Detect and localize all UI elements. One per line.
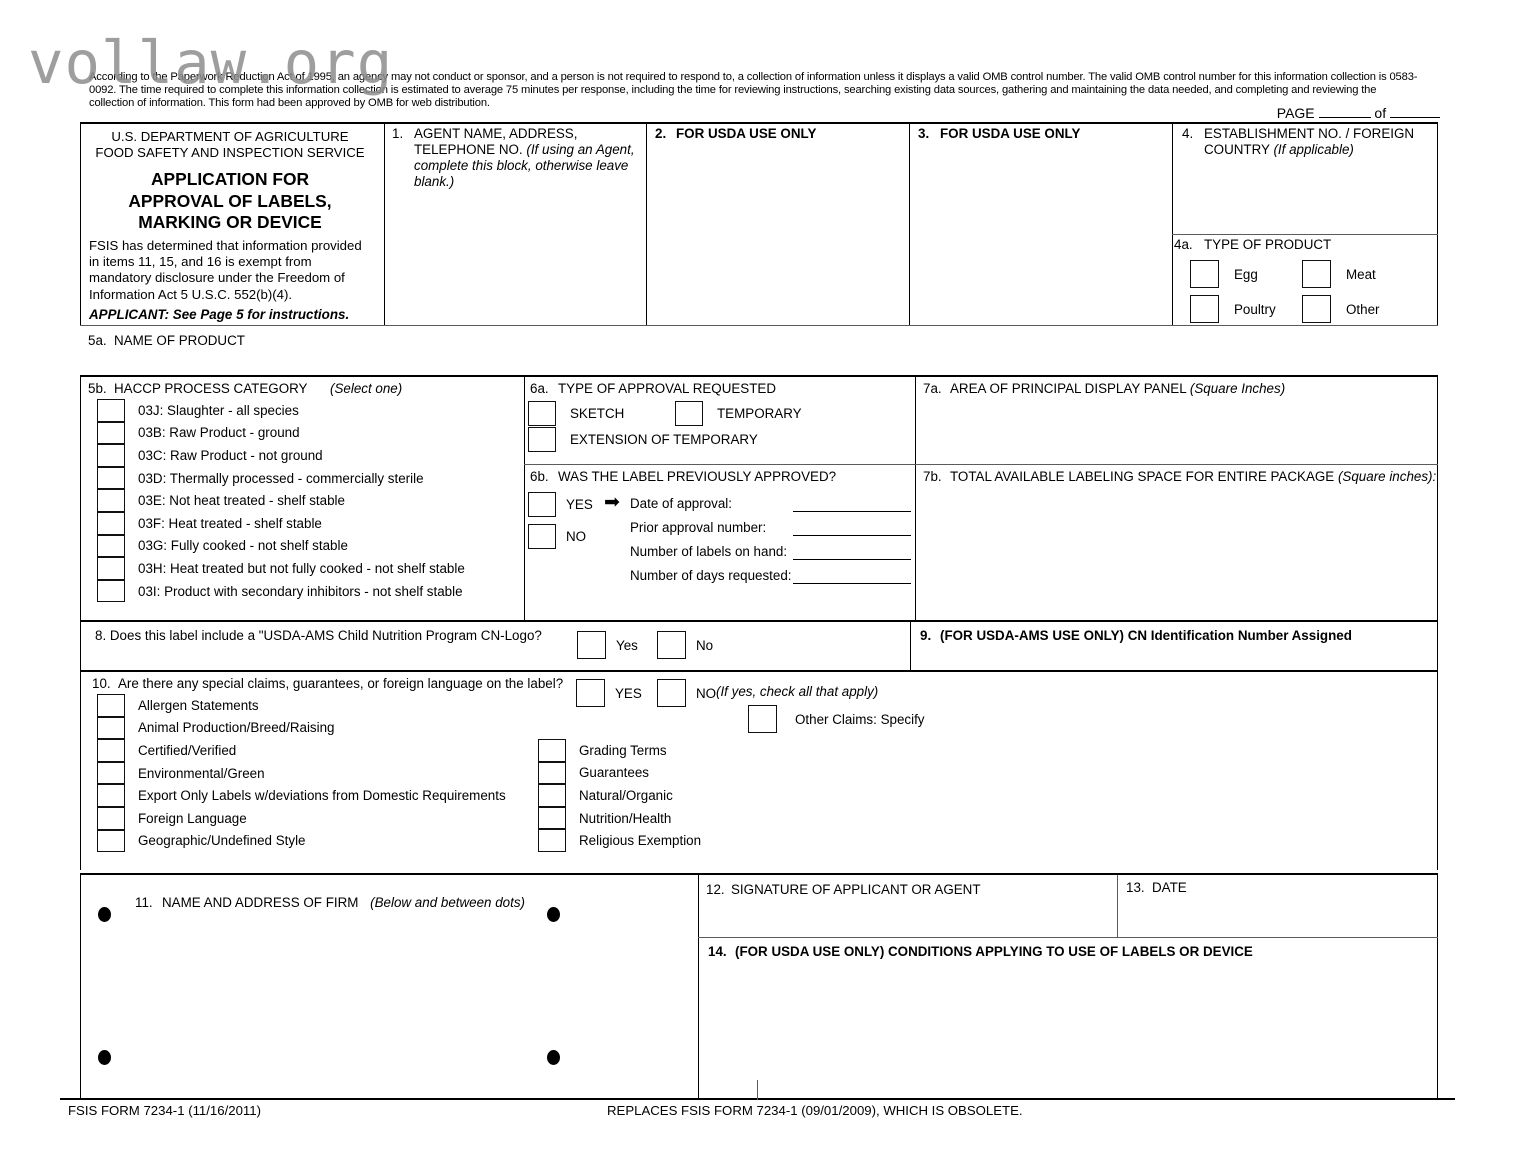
item-6b-title: WAS THE LABEL PREVIOUSLY APPROVED? <box>558 469 837 484</box>
item-8-option-yes[interactable] <box>577 631 638 659</box>
watermark-vollaw: vollaw.org <box>28 28 394 97</box>
divider-top-band <box>80 325 1438 326</box>
item-7b-hint: (Square inches): <box>1337 469 1437 484</box>
divider-header-item1 <box>384 124 385 325</box>
egg-label: Egg <box>1234 266 1258 282</box>
other-product-label: Other <box>1346 301 1380 317</box>
other-product-checkbox[interactable] <box>1302 295 1331 323</box>
item-4-input[interactable] <box>1180 170 1430 230</box>
geographic-undefined-style-checkbox[interactable] <box>97 830 125 853</box>
previously-approved-no-checkbox[interactable] <box>528 524 556 549</box>
cn-logo-no-label: No <box>696 637 714 653</box>
item-10-other-claims[interactable] <box>748 705 924 733</box>
item-4a-option-egg[interactable] <box>1190 260 1258 288</box>
special-claims-right-list <box>538 739 701 852</box>
item-13-input[interactable] <box>1126 902 1426 937</box>
item-10-option-no[interactable] <box>657 679 716 707</box>
claim-option-geographic[interactable] <box>97 830 506 853</box>
haccp-03D-text: Thermally processed - commercially sterile <box>169 470 424 486</box>
item-13-number: 13. <box>1126 880 1145 895</box>
item-6b-option-no[interactable] <box>528 524 586 549</box>
haccp-03B-checkbox[interactable] <box>97 422 125 445</box>
item-4-title-line-2 <box>1204 142 1354 158</box>
item-4-title-line-1: ESTABLISHMENT NO. / FOREIGN <box>1204 126 1415 141</box>
item-7a-input[interactable] <box>922 404 1422 462</box>
item-1-title: AGENT NAME, ADDRESS, <box>414 126 578 141</box>
item-4a-title: TYPE OF PRODUCT <box>1204 237 1332 252</box>
divider-above-8 <box>80 620 1438 622</box>
page-of-label: of <box>1374 105 1387 121</box>
claim-option-environmental[interactable] <box>97 762 506 785</box>
item-12-title: SIGNATURE OF APPLICANT OR AGENT <box>731 882 981 897</box>
firm-address-dot-top-right <box>547 907 560 922</box>
haccp-03I-text: Product with secondary inhibitors - not shelf stable <box>164 583 463 599</box>
item-4a-option-poultry[interactable] <box>1190 295 1276 323</box>
footer-replaces-note: REPLACES FSIS FORM 7234-1 (09/01/2009), WHICH IS OBSOLETE. <box>607 1103 1023 1118</box>
haccp-option-03G[interactable] <box>97 535 465 558</box>
haccp-03H-label <box>138 561 465 576</box>
haccp-option-03D[interactable] <box>97 467 465 490</box>
cn-logo-no-checkbox[interactable] <box>657 631 686 659</box>
divider-6a-6b <box>524 464 915 465</box>
claim-option-nutrition-health[interactable] <box>538 807 701 830</box>
item-4a-number: 4a. <box>1174 237 1193 252</box>
special-claims-left-list <box>97 694 506 852</box>
divider-item1-item2 <box>646 124 647 325</box>
divider-item4-item4a <box>1172 234 1438 235</box>
haccp-03G-checkbox[interactable] <box>97 535 125 558</box>
haccp-03D-label <box>138 471 424 486</box>
claim-option-certified[interactable] <box>97 739 506 762</box>
animal-production-checkbox[interactable] <box>97 717 125 740</box>
nutrition-health-checkbox[interactable] <box>538 807 566 830</box>
divider-11-12 <box>698 873 699 1098</box>
item-14-number: 14. <box>708 944 727 959</box>
item-10-question: Are there any special claims, guarantees, or foreign language on the label? <box>118 676 564 691</box>
date-of-approval-input[interactable] <box>793 511 911 512</box>
item-10-option-yes[interactable] <box>576 679 642 707</box>
form-frame <box>80 122 1438 124</box>
divider-above-5b <box>80 375 1438 377</box>
item-4a-option-meat[interactable] <box>1302 260 1376 288</box>
other-claims-checkbox[interactable] <box>748 705 777 733</box>
natural-organic-label: Natural/Organic <box>579 787 673 803</box>
item-7a-number: 7a. <box>923 381 942 396</box>
haccp-03B-label <box>138 425 300 440</box>
haccp-03H-checkbox[interactable] <box>97 557 125 580</box>
foia-exemption-note: FSIS has determined that information provided in items 11, 15, and 16 is exempt from mandatory disclosure under the Freedom of Information Act 5 U.S.C. 552(b)(4). <box>89 238 362 302</box>
page-number-field[interactable] <box>1319 117 1371 118</box>
other-claims-label: Other Claims: Specify <box>795 711 925 727</box>
item-9-number: 9. <box>920 628 932 643</box>
geographic-undefined-style-label: Geographic/Undefined Style <box>138 833 306 849</box>
haccp-03F-text: Heat treated - shelf stable <box>168 515 322 531</box>
item-14-input[interactable] <box>708 968 1423 1088</box>
right-arrow-icon: ➡ <box>604 492 620 513</box>
item-10-hint: (If yes, check all that apply) <box>716 684 879 699</box>
special-claims-yes-checkbox[interactable] <box>576 679 605 707</box>
item-7b-title <box>950 469 1436 485</box>
item-8-question: 8. Does this label include a "USDA-AMS Child Nutrition Program CN-Logo? <box>95 628 542 643</box>
natural-organic-checkbox[interactable] <box>538 784 566 807</box>
firm-address-dot-bottom-right <box>547 1050 560 1065</box>
grading-terms-checkbox[interactable] <box>538 739 566 762</box>
number-of-labels-on-hand-input[interactable] <box>793 559 911 560</box>
item-6a-option-sketch[interactable] <box>528 401 624 426</box>
allergen-statements-label: Allergen Statements <box>138 697 259 713</box>
environmental-green-label: Environmental/Green <box>138 765 265 781</box>
item-12-input[interactable] <box>706 902 1106 937</box>
haccp-option-03C[interactable] <box>97 444 465 467</box>
haccp-03J-label <box>138 403 299 418</box>
haccp-03J-text: Slaughter - all species <box>167 402 299 418</box>
haccp-03E-checkbox[interactable] <box>97 489 125 512</box>
haccp-option-03E[interactable] <box>97 489 465 512</box>
applicant-instructions-note: APPLICANT: See Page 5 for instructions. <box>89 307 350 322</box>
page-label: PAGE <box>1276 105 1315 121</box>
claim-option-export-only[interactable] <box>97 784 506 807</box>
haccp-03C-text: Raw Product - not ground <box>170 447 323 463</box>
item-2-number: 2. <box>655 126 667 141</box>
temporary-label: TEMPORARY <box>717 406 802 421</box>
egg-checkbox[interactable] <box>1190 260 1219 288</box>
item-1-number: 1. <box>392 126 404 141</box>
item-5b-title: HACCP PROCESS CATEGORY <box>114 381 308 396</box>
haccp-option-03F[interactable] <box>97 512 465 535</box>
page-number-line <box>1277 105 1440 121</box>
divider-item2-item3 <box>909 124 910 325</box>
footer-tick <box>757 1080 758 1100</box>
export-only-labels-checkbox[interactable] <box>97 784 125 807</box>
item-2-input[interactable] <box>652 150 902 320</box>
border-left-item8 <box>80 620 81 670</box>
item-11-input[interactable] <box>110 925 545 1045</box>
claim-option-foreign-language[interactable] <box>97 807 506 830</box>
item-11-number: 11. <box>135 895 153 910</box>
item-11-title <box>162 895 525 911</box>
border-left-top <box>80 122 81 325</box>
item-4a-option-other[interactable] <box>1302 295 1380 323</box>
haccp-03B-text: Raw Product - ground <box>169 425 300 441</box>
divider-6-7 <box>915 375 916 620</box>
claim-option-allergen[interactable] <box>97 694 506 717</box>
border-right-top <box>1437 122 1438 325</box>
divider-12-14 <box>698 937 1438 938</box>
claim-option-animal-production[interactable] <box>97 717 506 740</box>
item-6b-number: 6b. <box>530 469 549 484</box>
omb-paperwork-notice: According to the Paperwork Reduction Act of 1995, an agency may not conduct or sponsor, and a person is not required to respond to, a collection of information unless it displays a valid OMB control number. The valid OMB control number for this information collection is 0583-0092. The time required to complete this information collection is estimated to average 75 minutes per response, including the time for reviewing instructions, searching existing data sources, gathering and maintaining the data needed, and completing and reviewing the collection of information. This form had been approved by OMB for web distribution. <box>89 71 1418 110</box>
haccp-03F-code: 03F: <box>138 515 165 531</box>
border-right-item10 <box>1437 670 1438 870</box>
item-4-title-line-2-text: COUNTRY <box>1204 142 1270 157</box>
item-12-number: 12. <box>706 882 725 897</box>
poultry-label: Poultry <box>1234 301 1276 317</box>
meat-checkbox[interactable] <box>1302 260 1331 288</box>
item-1-title-2-text: TELEPHONE NO. <box>414 142 523 157</box>
claim-option-guarantees[interactable] <box>538 762 701 785</box>
haccp-option-03J[interactable] <box>97 399 465 422</box>
cn-logo-yes-checkbox[interactable] <box>577 631 606 659</box>
number-of-days-requested-input[interactable] <box>793 583 911 584</box>
haccp-03B-code: 03B: <box>138 425 166 441</box>
claim-option-religious-exemption[interactable] <box>538 829 701 852</box>
extension-of-temporary-checkbox[interactable] <box>528 427 556 452</box>
firm-address-dot-bottom-left <box>98 1050 111 1065</box>
item-4-hint: (If applicable) <box>1273 142 1354 157</box>
divider-8-9 <box>910 620 911 670</box>
environmental-green-checkbox[interactable] <box>97 762 125 785</box>
religious-exemption-label: Religious Exemption <box>579 833 702 849</box>
divider-item3-item4 <box>1172 124 1173 325</box>
form-title-line-1: APPLICATION FOR <box>150 169 310 189</box>
divider-7a-7b <box>915 464 1438 465</box>
haccp-03D-code: 03D: <box>138 470 167 486</box>
previously-approved-yes-checkbox[interactable] <box>528 492 556 517</box>
certified-verified-checkbox[interactable] <box>97 739 125 762</box>
item-7b-title-text: TOTAL AVAILABLE LABELING SPACE FOR ENTIRE PACKAGE <box>950 469 1335 484</box>
sketch-label: SKETCH <box>570 406 625 421</box>
special-claims-no-label: NO <box>696 685 717 701</box>
haccp-03I-label <box>138 584 463 599</box>
export-only-labels-label: Export Only Labels w/deviations from Domestic Requirements <box>138 788 506 804</box>
haccp-03D-checkbox[interactable] <box>97 467 125 490</box>
item-9-title: (FOR USDA-AMS USE ONLY) CN Identification Number Assigned <box>940 628 1352 643</box>
item-13-title: DATE <box>1152 880 1187 895</box>
item-6a-option-temporary[interactable] <box>675 401 802 426</box>
page-total-field[interactable] <box>1390 117 1440 118</box>
item-6b-option-yes[interactable] <box>528 492 593 517</box>
item-7a-hint: (Square Inches) <box>1189 381 1286 396</box>
item-5a-input[interactable] <box>88 352 1428 372</box>
item-9-input[interactable] <box>920 648 1420 666</box>
item-7b-input[interactable] <box>922 492 1422 612</box>
agency-line-1: U.S. DEPARTMENT OF AGRICULTURE <box>111 129 349 144</box>
form-title-line-3: MARKING OR DEVICE <box>138 212 322 232</box>
item-3-number: 3. <box>918 126 930 141</box>
divider-5b-6a <box>524 375 525 620</box>
item-10-number: 10. <box>92 676 111 691</box>
item-7a-title-text: AREA OF PRINCIPAL DISPLAY PANEL <box>950 381 1187 396</box>
poultry-checkbox[interactable] <box>1190 295 1219 323</box>
haccp-03F-label <box>138 516 322 531</box>
animal-production-label: Animal Production/Breed/Raising <box>138 720 335 736</box>
item-7a-title <box>950 381 1285 397</box>
haccp-option-03I[interactable] <box>97 580 465 603</box>
item-8-option-no[interactable] <box>657 631 713 659</box>
cn-logo-yes-label: Yes <box>616 637 638 653</box>
item-1-hint: (If using an Agent, complete this block, otherwise leave blank.) <box>414 142 635 189</box>
border-right-bottom <box>1437 873 1438 1098</box>
haccp-03C-label <box>138 448 323 463</box>
haccp-03C-code: 03C: <box>138 447 167 463</box>
prior-approval-number-input[interactable] <box>793 535 911 536</box>
item-3-title: FOR USDA USE ONLY <box>940 126 1081 141</box>
border-right-item8 <box>1437 620 1438 670</box>
haccp-03I-checkbox[interactable] <box>97 580 125 603</box>
agency-name <box>85 129 375 160</box>
claim-option-grading-terms[interactable] <box>538 739 701 762</box>
haccp-03H-text: Heat treated but not fully cooked - not shelf stable <box>170 560 465 576</box>
nutrition-health-label: Nutrition/Health <box>579 810 672 826</box>
haccp-option-03H[interactable] <box>97 557 465 580</box>
haccp-03C-checkbox[interactable] <box>97 444 125 467</box>
item-6a-number: 6a. <box>530 381 549 396</box>
item-5b-number: 5b. <box>88 381 107 396</box>
grading-terms-label: Grading Terms <box>579 742 667 758</box>
special-claims-yes-label: YES <box>615 685 642 701</box>
item-1-input[interactable] <box>390 195 640 320</box>
item-4-number: 4. <box>1182 126 1194 141</box>
border-left-item10 <box>80 670 81 870</box>
haccp-03E-label <box>138 493 345 508</box>
sketch-checkbox[interactable] <box>528 401 556 426</box>
item-5a-title: NAME OF PRODUCT <box>114 333 245 348</box>
form-title <box>85 169 375 234</box>
agency-line-2: FOOD SAFETY AND INSPECTION SERVICE <box>95 144 365 160</box>
haccp-03I-code: 03I: <box>138 583 161 599</box>
item-11-title-text: NAME AND ADDRESS OF FIRM <box>162 895 359 910</box>
temporary-checkbox[interactable] <box>675 401 703 426</box>
foreign-language-label: Foreign Language <box>138 810 247 826</box>
item-14-title: (FOR USDA USE ONLY) CONDITIONS APPLYING TO USE OF LABELS OR DEVICE <box>735 944 1253 959</box>
footer-form-id: FSIS FORM 7234-1 (11/16/2011) <box>68 1103 262 1118</box>
item-1-title-2 <box>414 142 640 190</box>
form-title-line-2: APPROVAL OF LABELS, <box>128 190 332 211</box>
haccp-03E-code: 03E: <box>138 493 166 509</box>
item-6a-title: TYPE OF APPROVAL REQUESTED <box>558 381 777 396</box>
border-left-bottom <box>80 873 81 1098</box>
item-6a-option-extension[interactable] <box>528 427 758 452</box>
item-2-title: FOR USDA USE ONLY <box>676 126 817 141</box>
claim-option-natural-organic[interactable] <box>538 784 701 807</box>
date-of-approval-label: Date of approval: <box>630 496 732 511</box>
border-left-mid <box>80 375 81 620</box>
previously-approved-yes-label: YES <box>566 497 593 512</box>
haccp-option-03B[interactable] <box>97 422 465 445</box>
foreign-language-checkbox[interactable] <box>97 807 125 830</box>
firm-address-dot-top-left <box>98 907 111 922</box>
haccp-03G-label <box>138 538 348 553</box>
divider-12-13 <box>1117 875 1118 937</box>
haccp-03J-code: 03J: <box>138 402 164 418</box>
item-5a-number: 5a. <box>88 333 107 348</box>
guarantees-label: Guarantees <box>579 765 649 781</box>
religious-exemption-checkbox[interactable] <box>538 829 566 852</box>
item-5b-hint: (Select one) <box>330 381 403 396</box>
number-of-days-requested-label: Number of days requested: <box>630 568 792 583</box>
certified-verified-label: Certified/Verified <box>138 742 237 758</box>
haccp-options-list <box>97 399 465 602</box>
border-right-mid <box>1437 375 1438 620</box>
haccp-03H-code: 03H: <box>138 560 167 576</box>
special-claims-no-checkbox[interactable] <box>657 679 686 707</box>
item-11-hint: (Below and between dots) <box>370 895 525 910</box>
haccp-03E-text: Not heat treated - shelf stable <box>169 493 345 509</box>
haccp-03G-text: Fully cooked - not shelf stable <box>170 538 348 554</box>
haccp-03G-code: 03G: <box>138 538 168 554</box>
divider-above-11 <box>80 873 1438 875</box>
item-3-input[interactable] <box>915 150 1165 320</box>
previously-approved-no-label: NO <box>566 529 587 544</box>
guarantees-checkbox[interactable] <box>538 762 566 785</box>
meat-label: Meat <box>1346 266 1376 282</box>
extension-of-temporary-label: EXTENSION OF TEMPORARY <box>570 432 758 447</box>
allergen-statements-checkbox[interactable] <box>97 694 125 717</box>
haccp-03F-checkbox[interactable] <box>97 512 125 535</box>
item-7b-number: 7b. <box>923 469 942 484</box>
haccp-03J-checkbox[interactable] <box>97 399 125 422</box>
divider-above-10 <box>80 670 1438 672</box>
prior-approval-number-label: Prior approval number: <box>630 520 767 535</box>
number-of-labels-on-hand-label: Number of labels on hand: <box>630 544 788 559</box>
